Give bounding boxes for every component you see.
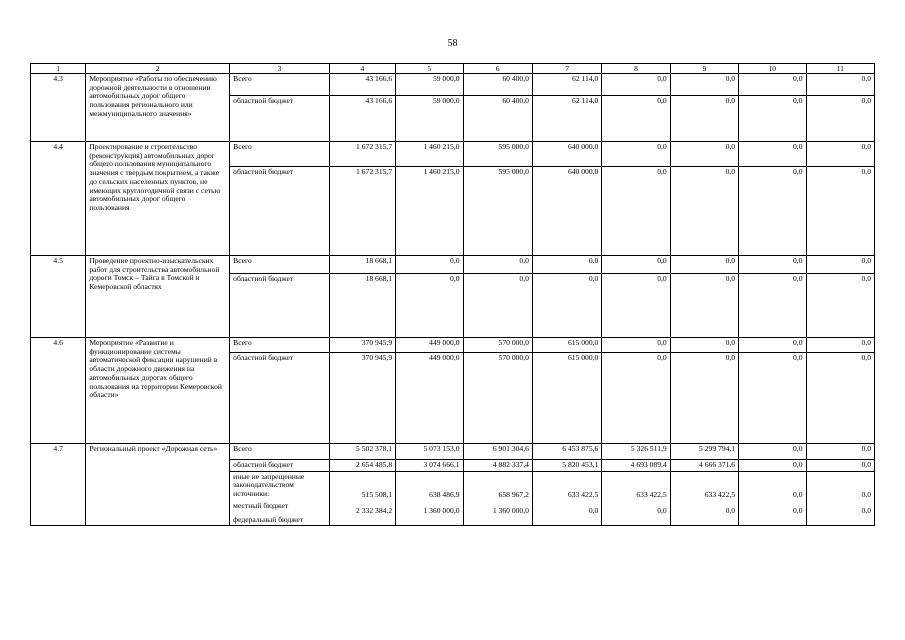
amount-cell: 0,0 [806, 256, 875, 274]
amount-cell-group [463, 471, 532, 526]
amount-cell: 0,0 [670, 274, 738, 338]
amount-cell: 0,0 [602, 338, 670, 353]
amount-cell: 0,0 [532, 256, 601, 274]
amount-cell: 5 326 511,9 [602, 444, 670, 460]
amount-cell: 0,0 [463, 274, 532, 338]
funding-source: областной бюджет [230, 96, 330, 142]
amount-cell: 0,0 [739, 274, 806, 338]
funding-source: Всего [230, 74, 330, 96]
amount-cell: 0,0 [396, 256, 463, 274]
item-number: 4.5 [31, 256, 86, 338]
amount-cell: 640 000,0 [532, 142, 601, 167]
budget-table [30, 63, 875, 526]
item-number: 4.7 [31, 444, 86, 526]
column-number: 3 [230, 64, 330, 74]
item-number: 4.3 [31, 74, 86, 142]
amount-cell: 0,0 [588, 505, 599, 515]
amount-cell: 18 668,1 [329, 256, 395, 274]
amount-cell: 0,0 [670, 96, 738, 142]
funding-source: Всего [230, 444, 330, 460]
column-number: 4 [329, 64, 395, 74]
amount-cell: 0,0 [602, 167, 670, 256]
funding-source: местный бюджет [233, 500, 289, 510]
amount-cell: 0,0 [793, 489, 803, 499]
amount-cell-group [739, 471, 806, 526]
amount-cell: 0,0 [657, 505, 667, 515]
amount-cell: 0,0 [670, 256, 738, 274]
amount-cell: 0,0 [602, 74, 670, 96]
amount-cell: 59 000,0 [396, 96, 463, 142]
amount-cell: 6 901 304,6 [463, 444, 532, 460]
amount-cell-group [806, 471, 875, 526]
amount-cell: 0,0 [670, 167, 738, 256]
column-number: 9 [670, 64, 738, 74]
other-sources-label: иные не запрещенные законодательством источники: [233, 471, 305, 499]
item-name: Проектирование и строительство (реконструкция) автомобильных дорог общего пользования муниципального значения с твердым покрытием, а также до сельских населенных пунктов, не имеющих круглогодичной связи с сетью автомобильных дорог общего пользования [86, 142, 230, 256]
amount-cell: 0,0 [739, 353, 806, 444]
amount-cell: 0,0 [739, 460, 806, 472]
amount-cell: 633 422,5 [636, 489, 667, 499]
amount-cell: 0,0 [396, 274, 463, 338]
funding-source: федеральный бюджет [233, 514, 304, 524]
amount-cell-group [602, 471, 670, 526]
amount-cell: 4 693 089,4 [602, 460, 670, 472]
column-number: 5 [396, 64, 463, 74]
item-name: Проведение проектно-изыскательских работ для строительства автомобильной дороги Томск – Тайга в Томской и Кемеровской областях [86, 256, 230, 338]
amount-cell: 3 074 666,1 [396, 460, 463, 472]
amount-cell: 1 460 215,0 [396, 142, 463, 167]
amount-cell: 0,0 [806, 96, 875, 142]
amount-cell: 449 000,0 [396, 353, 463, 444]
amount-cell: 595 000,0 [463, 167, 532, 256]
column-number: 8 [602, 64, 670, 74]
amount-cell: 615 000,0 [532, 338, 601, 353]
table-row [31, 338, 875, 353]
amount-cell: 0,0 [806, 274, 875, 338]
funding-source: Всего [230, 142, 330, 167]
amount-cell: 1 672 315,7 [329, 142, 395, 167]
column-number: 10 [739, 64, 806, 74]
table-row [31, 142, 875, 167]
amount-cell: 0,0 [793, 505, 803, 515]
amount-cell: 1 460 215,0 [396, 167, 463, 256]
amount-cell: 18 668,1 [329, 274, 395, 338]
amount-cell: 43 166,6 [329, 74, 395, 96]
column-number: 11 [806, 64, 875, 74]
amount-cell-group [396, 471, 463, 526]
amount-cell: 449 000,0 [396, 338, 463, 353]
amount-cell: 0,0 [739, 74, 806, 96]
amount-cell: 0,0 [861, 505, 871, 515]
funding-source: областной бюджет [230, 167, 330, 256]
funding-source-group [230, 471, 330, 526]
amount-cell: 0,0 [861, 489, 871, 499]
amount-cell: 515 508,1 [361, 489, 393, 499]
amount-cell: 0,0 [806, 444, 875, 460]
amount-cell: 0,0 [725, 505, 736, 515]
item-number: 4.4 [31, 142, 86, 256]
amount-cell: 1 360 000,0 [423, 505, 460, 515]
page-number: 58 [447, 38, 458, 49]
amount-cell: 1 360 000,0 [492, 505, 529, 515]
amount-cell: 0,0 [806, 142, 875, 167]
amount-cell: 633 422,5 [567, 489, 599, 499]
funding-source: областной бюджет [230, 460, 330, 472]
column-number: 7 [532, 64, 601, 74]
amount-cell: 6 453 875,6 [532, 444, 601, 460]
amount-cell: 0,0 [602, 353, 670, 444]
funding-source: областной бюджет [230, 274, 330, 338]
amount-cell: 0,0 [739, 167, 806, 256]
column-number: 1 [31, 64, 86, 74]
item-number: 4.6 [31, 338, 86, 444]
amount-cell: 658 967,2 [498, 489, 529, 499]
amount-cell-group [532, 471, 601, 526]
item-name: Региональный проект «Дорожная сеть» [86, 444, 230, 526]
amount-cell: 370 945,9 [329, 338, 395, 353]
amount-cell: 0,0 [806, 167, 875, 256]
amount-cell: 570 000,0 [463, 338, 532, 353]
amount-cell: 0,0 [806, 74, 875, 96]
item-name: Мероприятие «Работы по обеспечению дорожной деятельности в отношении автомобильных дорог общего пользования регионального или межмуниципального значения» [86, 74, 230, 142]
funding-source: областной бюджет [230, 353, 330, 444]
funding-source: Всего [230, 338, 330, 353]
amount-cell: 0,0 [532, 274, 601, 338]
amount-cell: 640 000,0 [532, 167, 601, 256]
amount-cell: 0,0 [739, 338, 806, 353]
funding-source: Всего [230, 256, 330, 274]
amount-cell: 615 000,0 [532, 353, 601, 444]
item-name: Мероприятие «Развитие и функционирование системы автоматической фиксации нарушений в области дорожного движения на автомобильных дорогах общего пользования на территории Кемеровской области» [86, 338, 230, 444]
amount-cell: 595 000,0 [463, 142, 532, 167]
amount-cell: 5 073 153,0 [396, 444, 463, 460]
amount-cell: 0,0 [739, 96, 806, 142]
amount-cell-group [329, 471, 395, 526]
amount-cell: 59 000,0 [396, 74, 463, 96]
amount-cell: 0,0 [806, 460, 875, 472]
amount-cell: 43 166,6 [329, 96, 395, 142]
amount-cell: 0,0 [670, 74, 738, 96]
amount-cell: 0,0 [739, 256, 806, 274]
amount-cell: 0,0 [602, 96, 670, 142]
amount-cell-group [670, 471, 738, 526]
amount-cell: 0,0 [463, 256, 532, 274]
amount-cell: 1 672 315,7 [329, 167, 395, 256]
table-row [31, 74, 875, 96]
amount-cell: 0,0 [806, 353, 875, 444]
amount-cell: 5 299 794,1 [670, 444, 738, 460]
amount-cell: 0,0 [670, 353, 738, 444]
column-number-row [31, 64, 875, 74]
amount-cell: 633 422,5 [704, 489, 736, 499]
amount-cell: 2 332 384,2 [356, 505, 393, 515]
amount-cell: 4 666 371,6 [670, 460, 738, 472]
amount-cell: 5 502 378,1 [329, 444, 395, 460]
amount-cell: 4 882 337,4 [463, 460, 532, 472]
table-row [31, 256, 875, 274]
amount-cell: 0,0 [670, 338, 738, 353]
amount-cell: 60 400,0 [463, 74, 532, 96]
amount-cell: 60 400,0 [463, 96, 532, 142]
column-number: 2 [86, 64, 230, 74]
amount-cell: 62 114,0 [532, 74, 601, 96]
amount-cell: 0,0 [806, 338, 875, 353]
amount-cell: 0,0 [670, 142, 738, 167]
column-number: 6 [463, 64, 532, 74]
amount-cell: 0,0 [602, 274, 670, 338]
amount-cell: 2 654 485,8 [329, 460, 395, 472]
amount-cell: 5 820 453,1 [532, 460, 601, 472]
amount-cell: 0,0 [739, 444, 806, 460]
amount-cell: 638 486,9 [429, 489, 460, 499]
amount-cell: 570 000,0 [463, 353, 532, 444]
amount-cell: 0,0 [739, 142, 806, 167]
amount-cell: 0,0 [602, 142, 670, 167]
table-row [31, 444, 875, 460]
amount-cell: 370 945,9 [329, 353, 395, 444]
amount-cell: 62 114,0 [532, 96, 601, 142]
amount-cell: 0,0 [602, 256, 670, 274]
